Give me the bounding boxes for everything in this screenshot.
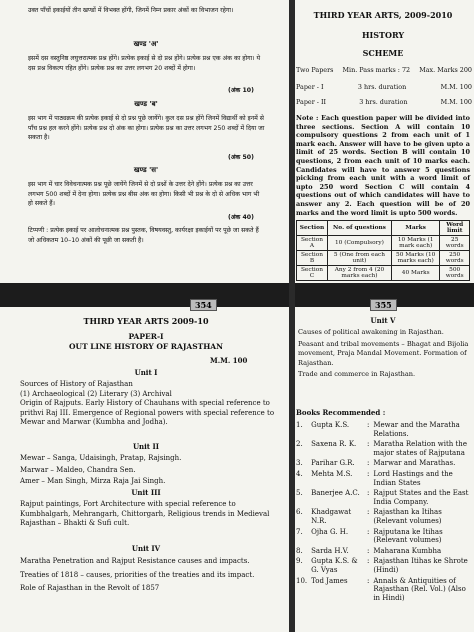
book-number: 4. <box>296 469 303 478</box>
scheme-header <box>296 66 472 75</box>
book-author: Banerjee A.C. <box>311 489 360 498</box>
unit-2-content <box>20 454 275 487</box>
max-marks: M.M. 100 <box>210 356 248 365</box>
book-title: Annals & Antiquities of Rajasthan (Rel. Vol.) (Also in Hindi) <box>373 576 466 602</box>
books-list <box>294 420 472 603</box>
page-paper-1 <box>0 308 292 632</box>
unit-3-content <box>20 500 275 529</box>
book-number: 6. <box>296 508 303 517</box>
book-author: Gupta K.S. <box>311 421 350 429</box>
subject-title: HISTORY <box>361 30 405 40</box>
book-number: 10. <box>296 576 308 585</box>
book-title: Mewar and the Maratha Relations. <box>373 421 460 438</box>
book-author: Sarda H.V. <box>311 546 349 555</box>
scheme-min: Min. Pass marks : 72 <box>342 66 411 74</box>
khand-a-heading: खण्ड 'अ' <box>133 40 159 48</box>
list-item <box>294 469 472 488</box>
unit-line: Maratha Penetration and Rajput Resistance causes and impacts. <box>20 557 250 565</box>
book-sep: : <box>366 527 370 536</box>
book-author: Tod James <box>311 576 348 585</box>
table-cell: 5 (One from each unit) <box>327 251 391 266</box>
unit-heading: Unit II <box>132 442 160 451</box>
unit-line: (1) Archaeological (2) Literary (3) Archival <box>20 389 172 398</box>
paper-duration: 3 hrs. duration <box>359 98 408 106</box>
scheme-note: Note : Each question paper will be divided into three sections. Section A will contain 10 compulsory questions 2 from each unit of 1 mark each. Answer will have to be given upto a limit of 25 words. Section B will contain 10 questions, 2 from each unit of 10 marks each. Candidates will have to answer 5 questions picking from each unit with a word limit of upto 250 word Section C will contain 4 questions out of which candidates will have to answer any 2. Each question will be of 20 marks and the word limit is upto 500 words. <box>296 114 470 217</box>
book-title: Lord Hastings and the Indian States <box>373 469 453 487</box>
book-title: Rajputana ke Itihas (Relevant volumes) <box>373 527 443 545</box>
book-sep: : <box>366 508 370 517</box>
unit-5-content <box>298 328 470 380</box>
table-row <box>297 251 470 266</box>
khand-c-marks: (अंक 40) <box>228 214 254 221</box>
book-title: Maratha Relation with the major states of Rajputana <box>373 440 467 457</box>
book-sep: : <box>366 576 370 585</box>
book-number: 8. <box>296 546 303 555</box>
unit-heading: Unit III <box>131 488 161 497</box>
table-header-row <box>297 221 470 236</box>
scheme-title: SCHEME <box>362 48 404 58</box>
unit-line: Role of Rajasthan in the Revolt of 1857 <box>20 584 160 593</box>
book-title: Maharana Kumbha <box>373 546 442 555</box>
page-number-left: 354 <box>190 299 217 311</box>
books-heading: Books Recommended : <box>296 408 386 417</box>
table-header: Marks <box>391 221 439 236</box>
book-title: Rajasthan ka Itihas (Relevant volumes) <box>373 508 442 525</box>
book-sep: : <box>366 440 370 449</box>
list-item <box>294 458 472 469</box>
scheme-label: Two Papers <box>296 66 334 74</box>
unit-line: Origin of Rajputs. Early History of Chauhans with special reference to prithvi Raj III. Emergence of Regional powers with special reference to Mewar and Marwar (Kumbha and Jodha). <box>20 399 275 427</box>
table-cell: 25 words <box>440 236 470 251</box>
paper-row <box>296 83 472 92</box>
scheme-table <box>296 220 470 281</box>
table-cell: 50 Marks (10 marks each) <box>391 251 439 266</box>
book-sep: : <box>366 421 370 429</box>
list-item <box>294 546 472 557</box>
unit-heading: Unit I <box>134 368 158 377</box>
book-sep: : <box>366 557 370 566</box>
book-author: Parihar G.R. <box>311 459 355 468</box>
paper-name: Paper - II <box>296 98 327 106</box>
paper-marks: M.M. 100 <box>440 98 472 106</box>
book-number: 5. <box>296 489 303 498</box>
unit-line: Mewar – Sanga, Udaisingh, Pratap, Rajsingh. <box>20 454 182 462</box>
table-cell: 250 words <box>440 251 470 266</box>
page-355 <box>292 0 474 308</box>
page-title: THIRD YEAR ARTS 2009-10 <box>83 316 209 326</box>
book-sep: : <box>366 469 370 478</box>
book-author: Khadgawat N.R. <box>311 508 352 525</box>
list-item <box>294 488 472 507</box>
khand-a-marks: (अंक 10) <box>228 87 254 94</box>
list-item <box>294 556 472 575</box>
table-header: No. of questions <box>327 221 391 236</box>
table-cell: Any 2 from 4 (20 marks each) <box>327 266 391 281</box>
khand-a-text: इसमें दस वस्तुनिष्ठ लघुत्तरात्मक प्रश्न होंगे। प्रत्येक इकाई से दो प्रश्न होंगे। प्रत्येक प्रश्न एक अंक का होगा। ये दस प्रश्न विकल्प रहित होंगे। प्रत्येक प्रश्न का उत्तर लगभग 20 शब्दों में होगा। <box>28 55 261 72</box>
unit-line: Rajput paintings, Fort Architecture with special reference to Kumbhalgarh, Mehrangarh, Chittorgarh, Religious trends in Medieval Rajasthan – Bhakti & Sufi cult. <box>20 500 270 528</box>
paper-number: PAPER-I <box>128 332 164 341</box>
paper-marks: M.M. 100 <box>440 83 472 91</box>
table-cell: Section C <box>297 266 328 281</box>
table-cell: 500 words <box>440 266 470 281</box>
book-author: Mehta M.S. <box>311 469 353 478</box>
note-text: टिप्पणी : प्रत्येक इकाई पर आलोचनात्मक प्रश्न पुस्तक, विषयवस्तु, कार्यरक्षा इकाईयों पर पूछे जा सकते हैं जो अधिकतम 10–10 अंकों की पूछी जा सकती है। <box>28 227 259 244</box>
paper-title: OUT LINE HISTORY OF RAJASTHAN <box>69 342 223 351</box>
book-number: 7. <box>296 527 303 536</box>
unit-line: Amer – Man Singh, Mirza Raja Jai Singh. <box>20 477 166 486</box>
book-gutter <box>289 0 295 632</box>
khand-b-marks: (अंक 50) <box>228 154 254 161</box>
book-number: 2. <box>296 440 303 449</box>
scheme-max: Max. Marks 200 <box>419 66 472 74</box>
book-author: Ojha G. H. <box>311 527 349 536</box>
unit-line: Causes of political awakening in Rajasthan. <box>298 328 444 336</box>
table-header: Section <box>297 221 328 236</box>
unit-line: Marwar – Maldeo, Chandra Sen. <box>20 465 136 474</box>
book-number: 3. <box>296 459 303 468</box>
book-sep: : <box>366 546 370 555</box>
unit-1-content <box>20 380 275 428</box>
book-number: 9. <box>296 557 303 566</box>
book-sep: : <box>366 459 370 468</box>
list-item <box>294 576 472 604</box>
unit-4-content <box>20 557 275 594</box>
table-cell: 10 (Compulsory) <box>327 236 391 251</box>
table-cell: Section B <box>297 251 328 266</box>
unit-heading: Unit V <box>370 316 396 325</box>
list-item <box>294 420 472 439</box>
table-cell: Section A <box>297 236 328 251</box>
intro-text: उक्त पाँचों इकाईयों तीन खण्डों में विभक्त होंगी, जिनमें निम्न प्रकार अंकों का विभाजन रहेगा। <box>28 7 234 14</box>
page-divider-band <box>0 283 474 307</box>
table-row <box>297 266 470 281</box>
khand-b-heading: खण्ड 'ब' <box>134 100 158 108</box>
list-item <box>294 507 472 526</box>
book-title: Marwar and Marathas. <box>373 459 456 468</box>
book-title: Rajasthan Itihas ke Shrote (Hindi) <box>373 557 468 574</box>
paper-row <box>296 98 472 107</box>
book-number: 1. <box>296 421 303 429</box>
table-header: Word limit <box>440 221 470 236</box>
paper-duration: 3 hrs. duration <box>357 83 407 91</box>
khand-c-text: इस भाग में चार विवेचनात्मक प्रश्न पूछे जायेंगे जिनमें से दो प्रश्नों के उत्तर देने होंगे। प्रत्येक प्रश्न का उत्तर लगभग 500 शब्दों में देना होगा। प्रत्येक प्रश्न बीस अंक का होगा। किसी भी प्रश्न के दो से अधिक भाग भी हो सकते हैं। <box>28 181 260 207</box>
table-row <box>297 236 470 251</box>
book-author: Saxena R. K. <box>311 440 357 449</box>
table-cell: 40 Marks <box>391 266 439 281</box>
page-number-right: 355 <box>370 299 397 311</box>
list-item <box>294 439 472 458</box>
book-sep: : <box>366 489 370 498</box>
khand-c-heading: खण्ड 'स' <box>133 166 159 174</box>
page-title: THIRD YEAR ARTS, 2009-2010 <box>313 10 453 20</box>
paper-name: Paper - I <box>296 83 324 91</box>
khand-b-text: इस भाग में पाठ्यक्रम की प्रत्येक इकाई से दो प्रश्न पूछे जायेंगे। कुल दस प्रश्न होंगे जिनमें विद्यार्थी को इनमें से पाँच प्रश्न हल करने होंगे। प्रत्येक प्रश्न दो अंक का होगा। प्रत्येक प्रश्न का उत्तर लगभग 250 शब्दों में दिया जा सकता है। <box>28 115 265 141</box>
list-item <box>294 527 472 546</box>
unit-line: Treaties of 1818 – causes, priorities of the treaties and its impact. <box>20 570 255 579</box>
unit-line: Sources of History of Rajasthan <box>20 380 133 388</box>
page-354 <box>0 0 292 308</box>
book-title: Rajput States and the East India Company. <box>373 489 469 506</box>
unit-line: Trade and commerce in Rajasthan. <box>298 370 416 379</box>
book-author: Gupta K.S. & G. Vyas <box>311 557 358 574</box>
unit-heading: Unit IV <box>131 544 161 553</box>
table-cell: 10 Marks (1 mark each) <box>391 236 439 251</box>
page-paper-1-continued <box>292 308 474 632</box>
unit-line: Peasant and tribal movements – Bhagat and Bijolia movement, Praja Mandal Movement. Formation of Rajasthan. <box>298 339 469 367</box>
